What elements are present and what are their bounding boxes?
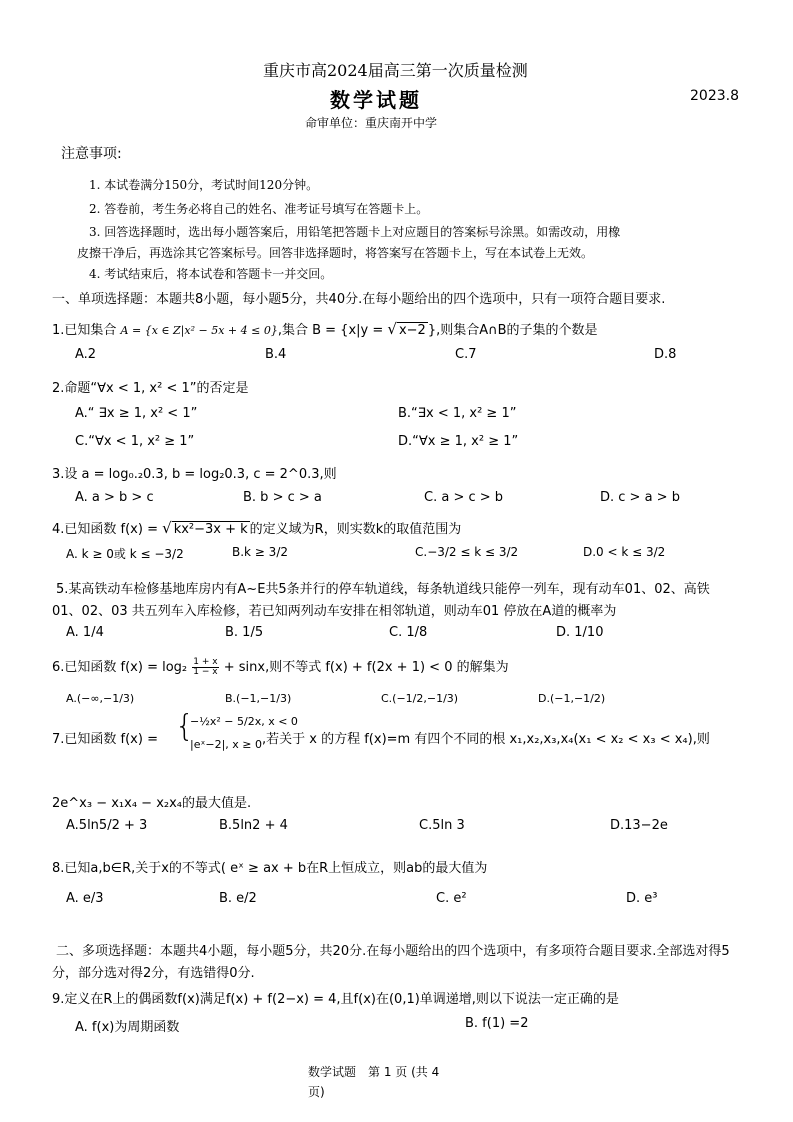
q6-fraction [192,658,218,677]
q3-option-c: C. a > c > b [424,490,504,505]
question-7-line2: 2e^x₃ − x₁x₄ − x₂x₄的最大值是. [52,796,252,811]
sqrt-symbol: √ [387,320,397,338]
q4-option-b: B.k ≥ 3/2 [232,545,288,559]
q6-option-b: B.(−1,−1/3) [225,692,292,705]
q1-prefix: 1.已知集合 [52,323,117,338]
q1-option-a: A.2 [75,347,97,362]
q1-middle: ,集合 B = {x|y = [277,323,384,338]
notice-item: 4. 考试结束后，将本试卷和答题卡一并交回。 [89,267,333,281]
q4-prefix: 4.已知函数 f(x) = [52,522,158,537]
q7-prefix: 7.已知函数 f(x) = [52,732,158,747]
page-footer-line1: 数学试题 第 1 页 (共 4 [308,1065,440,1079]
notice-heading: 注意事项: [61,146,122,162]
q5-option-c: C. 1/8 [389,625,428,640]
q2-option-a: A.“ ∃x ≥ 1, x² < 1” [75,406,198,421]
question-5-line1: 5.某高铁动车检修基地库房内有A~E共5条并行的停车轨道线，每条轨道线只能停一列车，现有动车01、02、高铁 [56,582,710,597]
exam-name: 重庆市高2024届高三第一次质量检测 [263,61,528,80]
question-2-stem: 2.命题“∀x < 1, x² < 1”的否定是 [52,381,249,396]
q7-piece1: −½x² − 5/2x, x < 0 [190,715,298,728]
q8-option-a: A. e/3 [66,891,104,906]
subject-title: 数学试题 [330,88,422,112]
q7-option-d: D.13−2e [610,818,668,833]
notice-item: 皮擦干净后，再选涂其它答案标号。回答非选择题时，将答案写在答题卡上，写在本试卷上无效。 [77,246,594,260]
q6-option-c: C.(−1/2,−1/3) [381,692,459,705]
q8-option-c: C. e² [436,891,467,906]
q4-sqrt-body: kx²−3x + k [173,522,248,537]
question-5-line2: 01、02、03 共五列车入库检修，若已知两列动车安排在相邻轨道，则动车01 停放在A道的概率为 [52,604,617,619]
q1-suffix: },则集合A∩B的子集的个数是 [427,323,598,338]
author-unit: 命审单位：重庆南开中学 [305,116,438,130]
q1-sqrt-body: x−2 [398,323,426,338]
q4-option-a: A. k ≥ 0或 k ≤ −3/2 [66,547,184,561]
q1-option-c: C.7 [455,347,477,362]
q2-option-b: B.“∃x < 1, x² ≥ 1” [398,406,517,421]
q6-option-d: D.(−1,−1/2) [538,692,606,705]
q7-option-b: B.5ln2 + 4 [219,818,288,833]
sqrt-symbol: √ [162,519,172,537]
question-6-stem [52,656,509,677]
question-8-stem: 8.已知a,b∈R,关于x的不等式( eˣ ≥ ax + b在R上恒成立，则ab的最大值为 [52,861,488,876]
q2-option-d: D.“∀x ≥ 1, x² ≥ 1” [398,434,519,449]
q9-option-a: A. f(x)为周期函数 [75,1020,180,1035]
q6-option-a: A.(−∞,−1/3) [66,692,135,705]
exam-date: 2023.8 [690,88,739,104]
q1-set-a: A = {x ∈ Z|x² − 5x + 4 ≤ 0} [120,324,278,337]
section2-line2: 分，部分选对得2分，有选错得0分. [52,966,255,981]
q8-option-b: B. e/2 [219,891,257,906]
q1-option-d: D.8 [654,347,677,362]
notice-item: 1. 本试卷满分150分，考试时间120分钟。 [89,178,319,192]
question-3-stem: 3.设 a = log₀.₂0.3, b = log₂0.3, c = 2^0.3,则 [52,467,337,482]
q6-frac-den: 1 − x [193,667,218,677]
q5-option-b: B. 1/5 [225,625,264,640]
q2-option-c: C.“∀x < 1, x² ≥ 1” [75,434,195,449]
q3-option-b: B. b > c > a [243,490,322,505]
section1-heading: 一、单项选择题：本题共8小题，每小题5分，共40分.在每小题给出的四个选项中，只有一项符合题目要求. [52,292,666,307]
q6-frac-num: 1 + x [193,657,218,667]
page-footer-line2: 页) [308,1085,325,1099]
q1-option-b: B.4 [265,347,287,362]
q6-suffix: + sinx,则不等式 f(x) + f(2x + 1) < 0 的解集为 [223,660,509,675]
q6-prefix: 6.已知函数 f(x) = log₂ [52,660,188,675]
q4-option-c: C.−3/2 ≤ k ≤ 3/2 [415,545,519,559]
q3-option-a: A. a > b > c [75,490,154,505]
section2-line1: 二、多项选择题：本题共4小题，每小题5分，共20分.在每小题给出的四个选项中，有多项符合题目要求.全部选对得5 [56,944,730,959]
q4-suffix: 的定义域为R，则实数k的取值范围为 [249,522,462,537]
q7-option-a: A.5ln5/2 + 3 [66,818,148,833]
q7-option-c: C.5ln 3 [419,818,465,833]
brace-symbol: { [175,709,195,744]
q7-suffix: ,若关于 x 的方程 f(x)=m 有四个不同的根 x₁,x₂,x₃,x₄(x₁ < x₂ < x₃ < x₄),则 [262,732,710,747]
notice-item: 2. 答卷前，考生务必将自己的姓名、准考证号填写在答题卡上。 [89,202,429,216]
q3-option-d: D. c > a > b [600,490,680,505]
q7-piece2: |eˣ−2|, x ≥ 0 [190,738,262,751]
q5-option-d: D. 1/10 [556,625,604,640]
notice-item: 3. 回答选择题时，选出每小题答案后，用铅笔把答题卡上对应题目的答案标号涂黑。如需改动，用橡 [89,225,621,239]
question-9-stem: 9.定义在R上的偶函数f(x)满足f(x) + f(2−x) = 4,且f(x)在(0,1)单调递增,则以下说法一定正确的是 [52,992,619,1007]
question-1-stem [52,319,598,338]
question-4-stem [52,518,461,537]
q8-option-d: D. e³ [626,891,658,906]
q5-option-a: A. 1/4 [66,625,104,640]
q9-option-b: B. f(1) =2 [465,1016,529,1031]
q4-option-d: D.0 < k ≤ 3/2 [583,545,666,559]
